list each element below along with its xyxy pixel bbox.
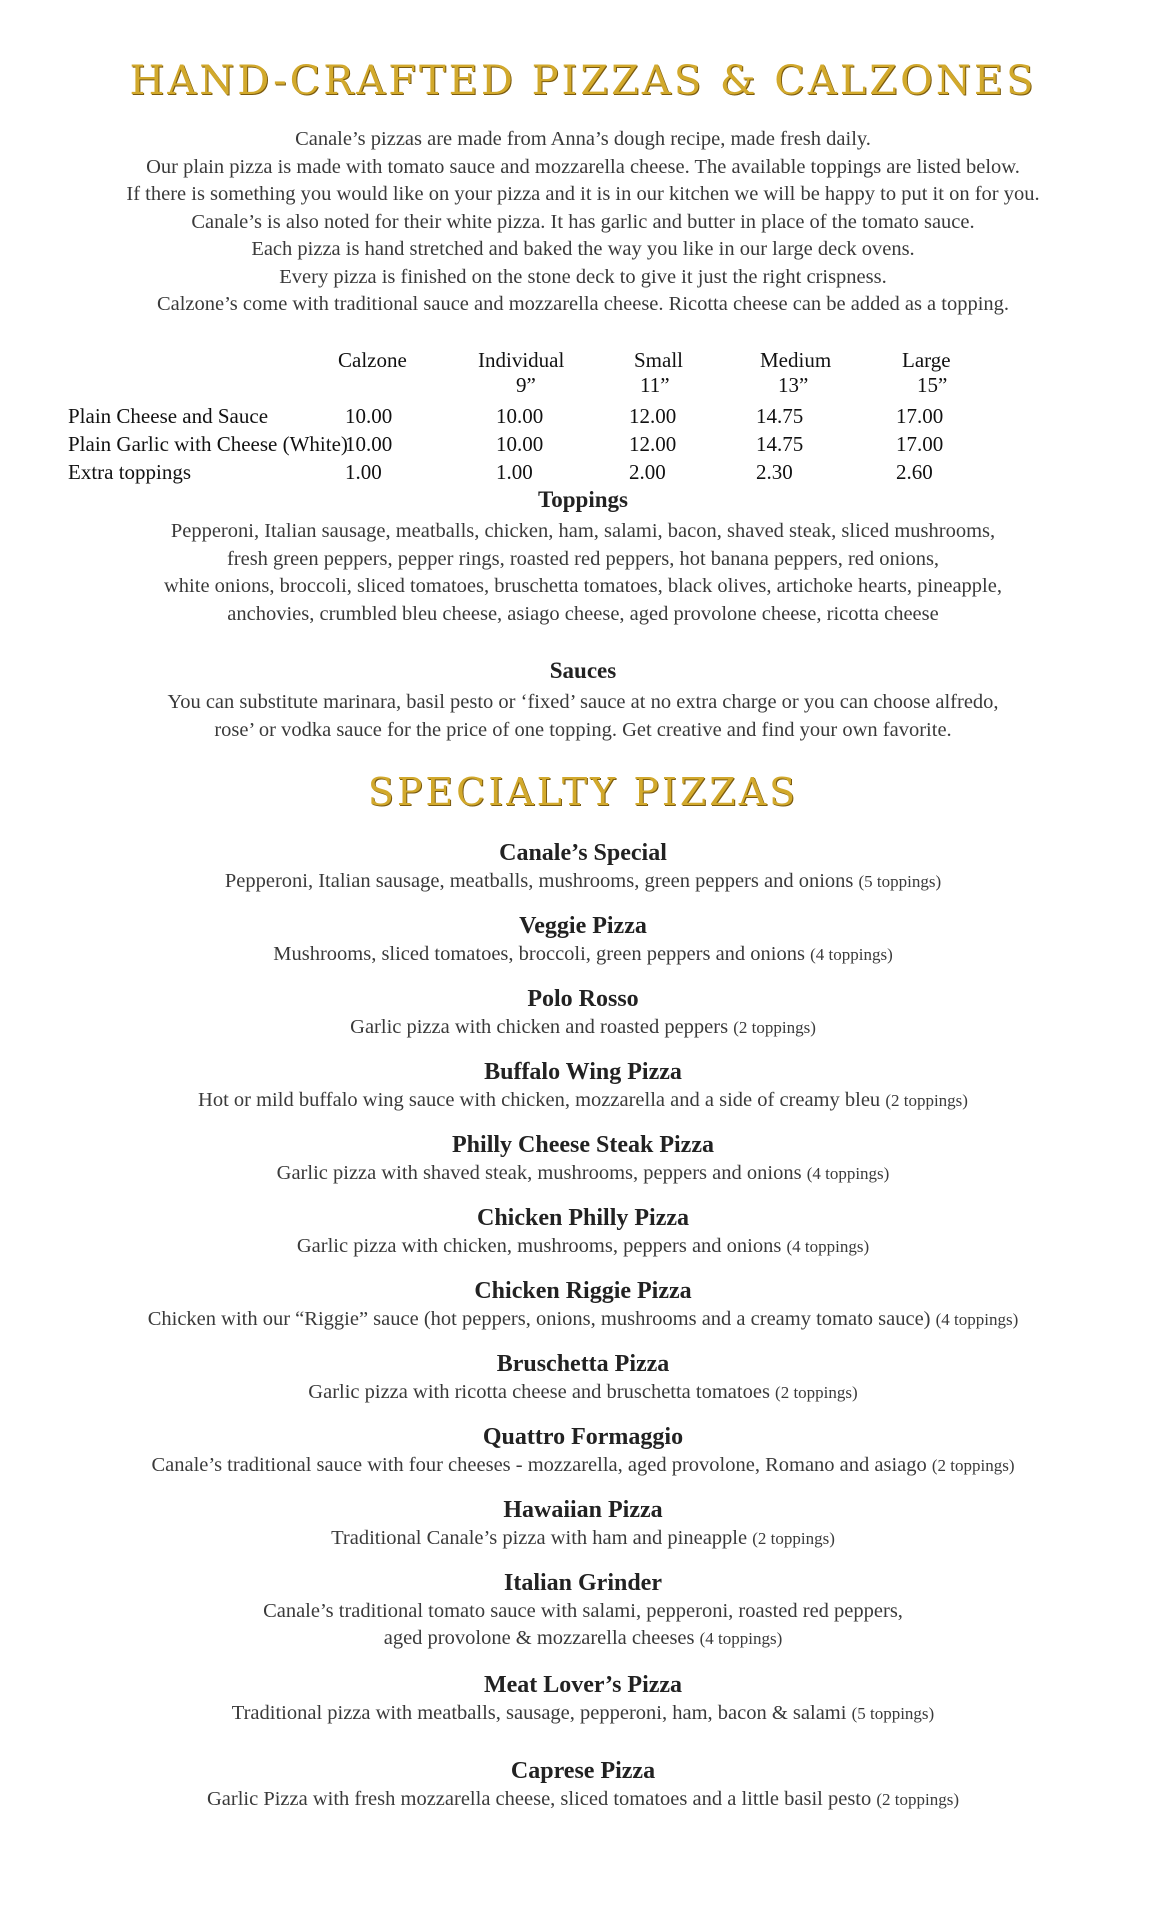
specialty-pizza-item	[0, 1349, 1166, 1406]
pizza-description-text: Canale’s traditional tomato sauce with salami, pepperoni, roasted red peppers,	[263, 1600, 903, 1622]
pizza-description	[0, 1700, 1166, 1727]
toppings-title: Toppings	[538, 487, 628, 512]
pizza-description	[0, 1786, 1166, 1813]
pizza-name: Buffalo Wing Pizza	[484, 1059, 682, 1085]
price-cell: 10.00	[345, 432, 393, 456]
pizza-description-text: Garlic pizza with chicken, mushrooms, peppers and onions	[296, 1235, 782, 1257]
main-heading: HAND-CRAFTED PIZZAS & CALZONES	[129, 58, 1037, 104]
pizza-topping-count: (2 toppings)	[752, 1529, 835, 1548]
pizza-description	[0, 1379, 1166, 1406]
column-header: Calzone	[338, 348, 407, 372]
pizza-description-text: aged provolone & mozzarella cheeses	[383, 1627, 695, 1649]
specialty-heading: SPECIALTY PIZZAS	[367, 770, 799, 814]
specialty-pizza-item	[0, 911, 1166, 968]
pizza-topping-count: (5 toppings)	[858, 872, 942, 891]
intro-text	[0, 126, 1166, 319]
pizza-description	[0, 1306, 1166, 1333]
specialty-pizza-item	[0, 1670, 1166, 1727]
intro-line: Canale’s is also noted for their white pizza. It has garlic and butter in place of the tomato sauce.	[191, 210, 975, 233]
pizza-name: Meat Lover’s Pizza	[483, 1672, 683, 1698]
intro-line: Each pizza is hand stretched and baked the way you like in our large deck ovens.	[251, 238, 915, 260]
pizza-name: Chicken Philly Pizza	[477, 1205, 689, 1231]
pizza-topping-count: (4 toppings)	[935, 1310, 1019, 1329]
pizza-topping-count: (2 toppings)	[733, 1018, 816, 1037]
pizza-description	[0, 941, 1166, 968]
intro-line: Calzone’s come with traditional sauce and mozzarella cheese. Ricotta cheese can be added as a topping.	[156, 293, 1010, 315]
pizza-name: Quattro Formaggio	[482, 1424, 684, 1450]
toppings-line: white onions, broccoli, sliced tomatoes, bruschetta tomatoes, black olives, artichoke hearts, pineapple,	[164, 575, 1002, 597]
specialty-pizza-item	[0, 838, 1166, 895]
price-cell: 1.00	[345, 460, 382, 484]
intro-line: Our plain pizza is made with tomato sauce and mozzarella cheese. The available toppings are listed below.	[146, 155, 1020, 178]
column-size: 9”	[516, 373, 536, 397]
pizza-name: Polo Rosso	[527, 986, 639, 1012]
pizza-description-text: Garlic pizza with shaved steak, mushrooms, peppers and onions	[276, 1162, 802, 1184]
price-cell: 10.00	[345, 404, 393, 428]
pizza-topping-count: (4 toppings)	[806, 1164, 890, 1183]
pizza-topping-count: (2 toppings)	[931, 1456, 1015, 1475]
pizza-description-text: Mushrooms, sliced tomatoes, broccoli, green peppers and onions	[273, 943, 805, 965]
pizza-name: Philly Cheese Steak Pizza	[452, 1132, 714, 1158]
sauces-line: rose’ or vodka sauce for the price of one topping. Get creative and find your own favorite.	[214, 718, 952, 741]
price-cell: 2.30	[756, 460, 793, 484]
intro-line: If there is something you would like on your pizza and it is in our kitchen we will be happy to put it on for you.	[126, 183, 1040, 205]
pizza-description-text: Hot or mild buffalo wing sauce with chicken, mozzarella and a side of creamy bleu	[198, 1089, 881, 1111]
pizza-name: Veggie Pizza	[519, 913, 647, 939]
specialty-pizza-item	[0, 1130, 1166, 1187]
pizza-topping-count: (5 toppings)	[851, 1704, 935, 1723]
pizza-description-text: Garlic Pizza with fresh mozzarella cheese, sliced tomatoes and a little basil pesto	[206, 1788, 872, 1810]
toppings-list	[0, 518, 1166, 628]
toppings-line: anchovies, crumbled bleu cheese, asiago cheese, aged provolone cheese, ricotta cheese	[227, 602, 939, 625]
pizza-topping-count: (2 toppings)	[885, 1091, 968, 1110]
pizza-description-text: Traditional Canale’s pizza with ham and pineapple	[331, 1527, 748, 1549]
pizza-topping-count: (4 toppings)	[786, 1237, 870, 1256]
price-cell: 2.00	[629, 460, 666, 484]
pizza-topping-count: (2 toppings)	[775, 1383, 858, 1402]
pizza-name: Hawaiian Pizza	[503, 1497, 663, 1523]
pizza-name: Bruschetta Pizza	[496, 1351, 670, 1377]
row-item-label: Plain Cheese and Sauce	[68, 404, 269, 428]
pizza-description	[0, 1014, 1166, 1041]
sauces-text	[0, 689, 1166, 744]
toppings-line: fresh green peppers, pepper rings, roasted red peppers, hot banana peppers, red onions,	[226, 547, 940, 570]
pizza-topping-count: (4 toppings)	[810, 945, 893, 964]
pizza-description	[0, 1160, 1166, 1187]
price-cell: 1.00	[496, 460, 533, 484]
intro-line: Every pizza is finished on the stone deck to give it just the right crispness.	[279, 265, 887, 288]
pizza-description-text: Chicken with our “Riggie” sauce (hot peppers, onions, mushrooms and a creamy tomato sauce)	[147, 1308, 931, 1330]
pizza-name: Caprese Pizza	[510, 1758, 656, 1784]
pizza-description-text: Garlic pizza with chicken and roasted peppers	[350, 1016, 729, 1038]
column-size: 13”	[778, 373, 809, 397]
row-item-label: Extra toppings	[68, 460, 192, 484]
specialty-pizza-item	[0, 1756, 1166, 1813]
pizza-description-text: Pepperoni, Italian sausage, meatballs, mushrooms, green peppers and onions	[224, 870, 854, 892]
price-cell: 17.00	[896, 404, 944, 428]
pizza-topping-count: (4 toppings)	[699, 1629, 783, 1648]
specialty-pizza-item	[0, 984, 1166, 1041]
pizza-description	[0, 1598, 1166, 1625]
specialty-pizza-item	[0, 1203, 1166, 1260]
pizza-description	[0, 1525, 1166, 1552]
toppings-line: Pepperoni, Italian sausage, meatballs, chicken, ham, salami, bacon, shaved steak, sliced mushrooms,	[170, 520, 996, 542]
pizza-description-text: Canale’s traditional sauce with four cheeses - mozzarella, aged provolone, Romano and asiago	[151, 1454, 927, 1476]
pizza-topping-count: (2 toppings)	[876, 1790, 960, 1809]
column-header: Medium	[760, 348, 832, 372]
pizza-name: Canale’s Special	[499, 840, 667, 866]
specialty-pizza-item	[0, 1568, 1166, 1652]
pizza-description-text: Garlic pizza with ricotta cheese and bruschetta tomatoes	[308, 1381, 770, 1403]
price-cell: 14.75	[756, 432, 804, 456]
pizza-description-text: Traditional pizza with meatballs, sausage, pepperoni, ham, bacon & salami	[231, 1702, 847, 1724]
price-cell: 12.00	[629, 432, 677, 456]
column-header: Individual	[478, 348, 565, 372]
pizza-name: Chicken Riggie Pizza	[474, 1278, 692, 1304]
pizza-description	[0, 868, 1166, 895]
column-header: Small	[634, 348, 684, 372]
pizza-description	[0, 1233, 1166, 1260]
pizza-description	[0, 1452, 1166, 1479]
price-cell: 12.00	[629, 404, 677, 428]
specialty-pizza-item	[0, 1276, 1166, 1333]
pizza-description	[0, 1087, 1166, 1114]
price-cell: 14.75	[756, 404, 804, 428]
specialty-pizza-item	[0, 1422, 1166, 1479]
specialty-pizza-item	[0, 1495, 1166, 1552]
pizza-description	[0, 1625, 1166, 1652]
sauces-line: You can substitute marinara, basil pesto or ‘fixed’ sauce at no extra charge or you can choose alfredo,	[167, 691, 999, 713]
specialty-pizza-item	[0, 1057, 1166, 1114]
price-cell: 10.00	[496, 404, 544, 428]
price-cell: 2.60	[896, 460, 933, 484]
column-size: 15”	[917, 373, 948, 397]
row-item-label: Plain Garlic with Cheese (White)	[68, 432, 348, 456]
column-size: 11”	[640, 373, 670, 397]
price-cell: 17.00	[896, 432, 944, 456]
sauces-title: Sauces	[549, 658, 617, 683]
intro-line: Canale’s pizzas are made from Anna’s dough recipe, made fresh daily.	[295, 128, 871, 150]
price-cell: 10.00	[496, 432, 544, 456]
column-header: Large	[902, 348, 951, 372]
pizza-name: Italian Grinder	[503, 1570, 662, 1596]
